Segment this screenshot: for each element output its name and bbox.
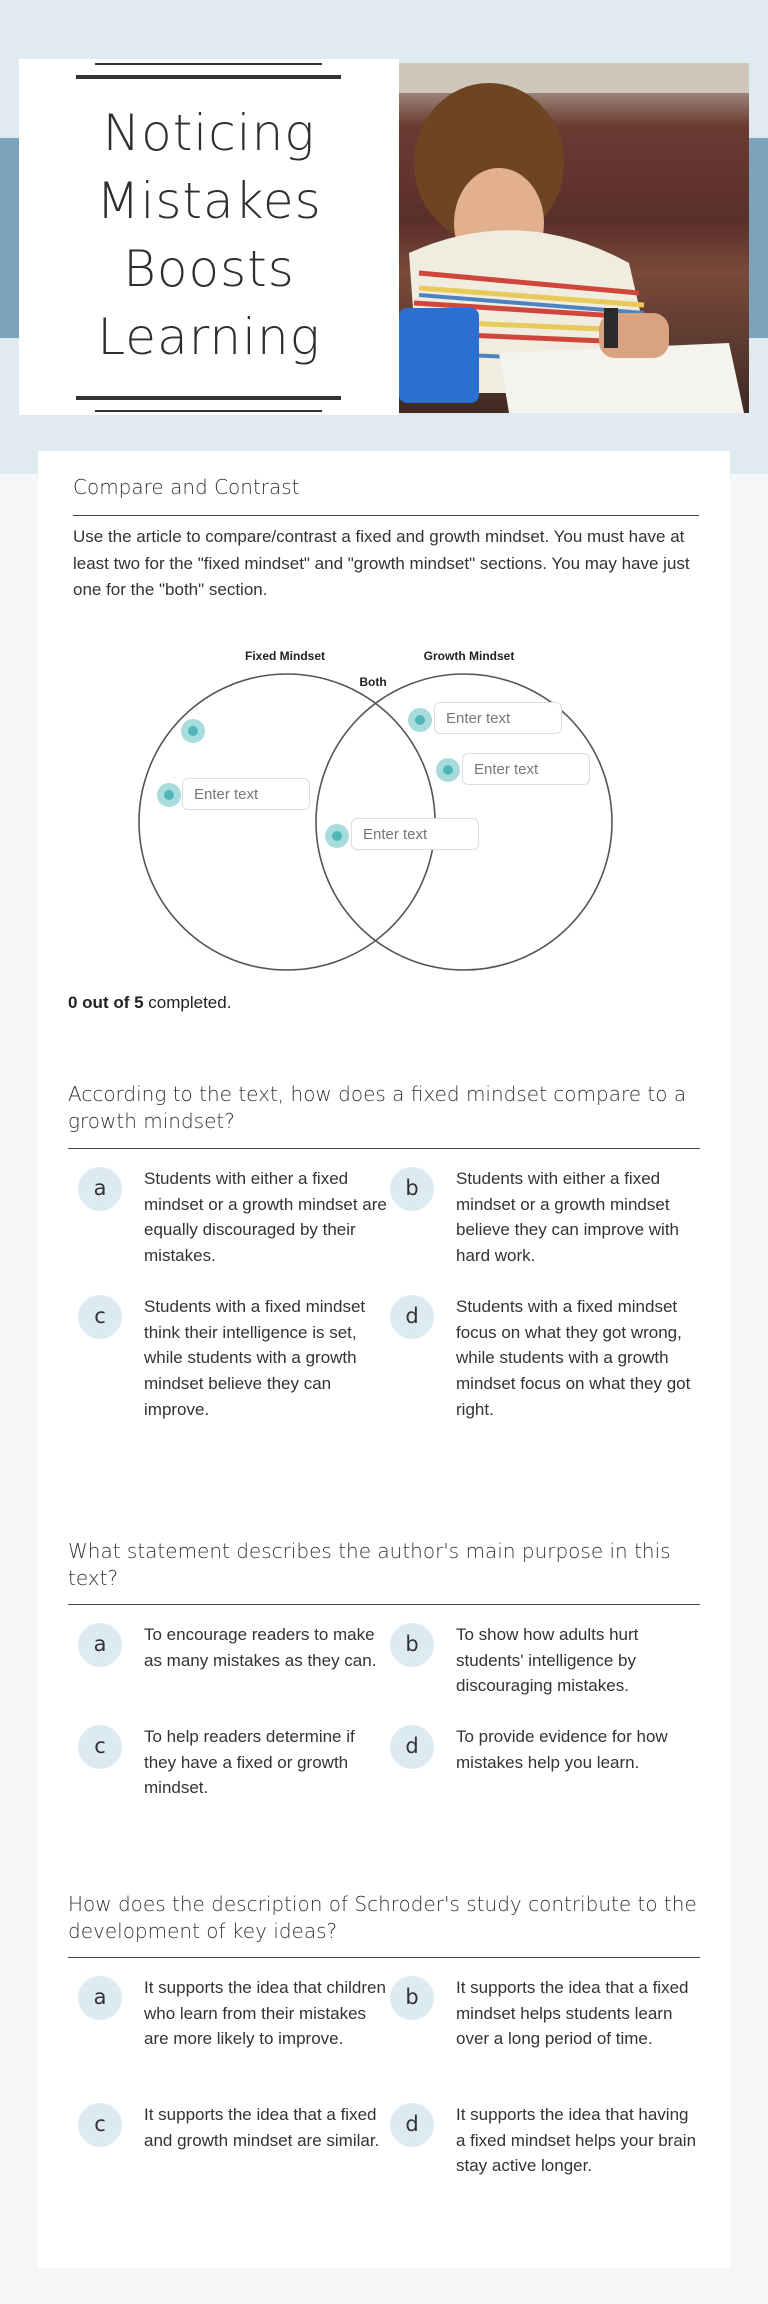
option-letter: d: [390, 1725, 434, 1769]
option-text: To help readers determine if they have a fixed or growth mindset.: [144, 1727, 355, 1798]
question-prompt: How does the description of Schroder's study contribute to the development of key ideas?: [68, 1892, 697, 1943]
drag-handle-dot[interactable]: [408, 708, 432, 732]
student-writing-photo: [399, 63, 749, 413]
page-title: [19, 99, 399, 371]
worksheet-card: [38, 451, 730, 2268]
drag-handle-dot[interactable]: [325, 824, 349, 848]
divider: [76, 396, 341, 400]
option-text: To show how adults hurt students' intelligence by discouraging mistakes.: [456, 1625, 639, 1696]
both-input[interactable]: [351, 818, 479, 850]
option-text: Students with a fixed mindset think their intelligence is set, while students with a growth mindset believe they can improve.: [144, 1297, 366, 1419]
instructions: Use the article to compare/contrast a fixed and growth mindset. You must have at least two for the "fixed mindset" and "growth mindset" sections. You may have just one for the "both" section.: [73, 527, 690, 599]
option-text: To encourage readers to make as many mistakes as they can.: [144, 1625, 377, 1670]
option-letter: d: [390, 1295, 434, 1339]
question-prompt: According to the text, how does a fixed mindset compare to a growth mindset?: [68, 1082, 687, 1133]
title-line: Boosts: [123, 240, 295, 298]
venn-circles: [38, 451, 730, 1011]
venn-diagram: [38, 451, 730, 1011]
completion-suffix: completed.: [143, 993, 232, 1012]
option-letter: b: [390, 1976, 434, 2020]
option-letter: b: [390, 1623, 434, 1667]
option-text: To provide evidence for how mistakes help you learn.: [456, 1727, 668, 1772]
option-letter: a: [78, 1623, 122, 1667]
title-card: [19, 59, 399, 415]
option-letter: c: [78, 1295, 122, 1339]
growth-mindset-input[interactable]: [462, 753, 590, 785]
both-label: Both: [359, 675, 387, 689]
growth-mindset-label: Growth Mindset: [423, 649, 515, 663]
fixed-mindset-label: Fixed Mindset: [244, 649, 326, 663]
divider: [95, 410, 322, 412]
drag-handle-dot[interactable]: [436, 758, 460, 782]
completion-status: [68, 993, 231, 1013]
title-line: Learning: [97, 308, 321, 366]
drag-handle-dot[interactable]: [157, 783, 181, 807]
option-letter: a: [78, 1167, 122, 1211]
option-text: Students with a fixed mindset focus on what they got wrong, while students with a growth mindset focus on what they got right.: [456, 1297, 691, 1419]
option-text: It supports the idea that a fixed and growth mindset are similar.: [144, 2105, 380, 2150]
option-text: It supports the idea that children who learn from their mistakes are more likely to improve.: [144, 1978, 386, 2049]
drag-handle-dot[interactable]: [181, 719, 205, 743]
option-letter: d: [390, 2103, 434, 2147]
divider: [68, 1957, 700, 1958]
section-heading: Compare and Contrast: [73, 475, 300, 499]
option-letter: b: [390, 1167, 434, 1211]
option-letter: a: [78, 1976, 122, 2020]
option-text: It supports the idea that having a fixed mindset helps your brain stay active longer.: [456, 2105, 697, 2176]
divider: [68, 1604, 700, 1605]
divider: [95, 63, 322, 65]
fixed-mindset-input[interactable]: [182, 778, 310, 810]
option-text: Students with either a fixed mindset or a growth mindset are equally discouraged by their mistakes.: [144, 1169, 387, 1266]
growth-mindset-input[interactable]: [434, 702, 562, 734]
completion-count: 0 out of 5: [68, 993, 144, 1012]
option-text: It supports the idea that a fixed mindset helps students learn over a long period of time.: [456, 1978, 689, 2049]
option-text: Students with either a fixed mindset or a growth mindset believe they can improve with hard work.: [456, 1169, 680, 1266]
question-prompt: What statement describes the author's main purpose in this text?: [68, 1539, 671, 1590]
title-line: Noticing: [102, 104, 316, 162]
divider: [68, 1148, 700, 1149]
divider: [76, 75, 341, 79]
option-letter: c: [78, 1725, 122, 1769]
option-letter: c: [78, 2103, 122, 2147]
title-line: Mistakes: [96, 172, 322, 230]
